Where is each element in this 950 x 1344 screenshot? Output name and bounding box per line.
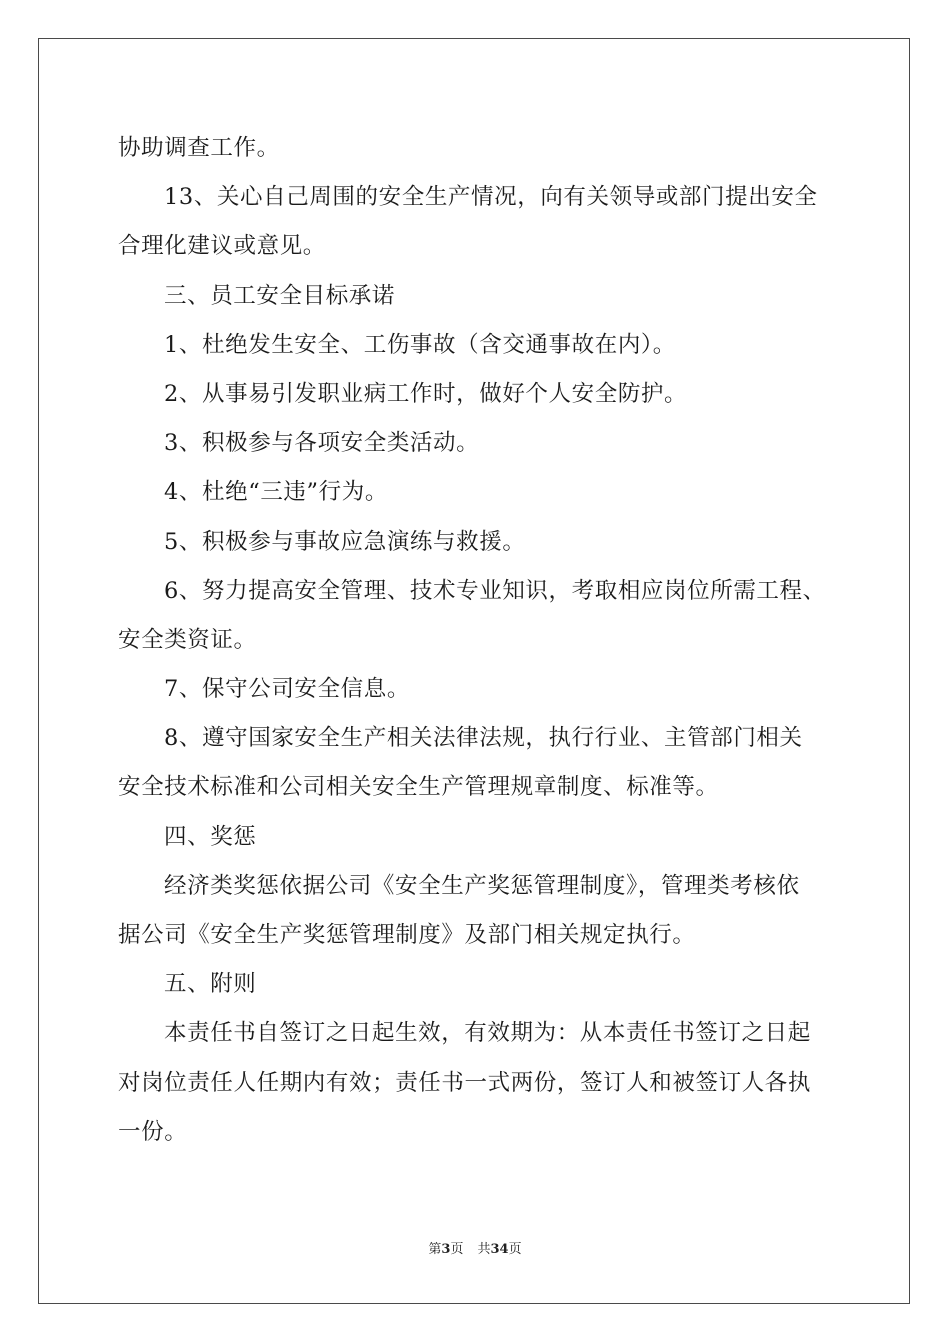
paragraph-line: 5、积极参与事故应急演练与救援。 <box>164 528 526 555</box>
section-heading: 三、员工安全目标承诺 <box>164 282 396 309</box>
page-suffix: 页 <box>450 1242 464 1257</box>
page-prefix: 第 <box>428 1242 442 1257</box>
section-heading: 四、奖惩 <box>164 823 257 850</box>
total-suffix: 页 <box>508 1242 522 1257</box>
paragraph-line: 3、积极参与各项安全类活动。 <box>164 430 480 457</box>
paragraph-line: 一份。 <box>118 1118 188 1145</box>
paragraph-line: 协助调查工作。 <box>118 135 280 161</box>
paragraph-line: 1、杜绝发生安全、工伤事故（含交通事故在内）。 <box>164 331 676 358</box>
total-prefix: 共 <box>477 1242 491 1257</box>
total-pages: 34 <box>490 1242 509 1257</box>
paragraph-line: 13、关心自己周围的安全生产情况，向有关领导或部门提出安全 <box>164 184 818 211</box>
paragraph-line: 本责任书自签订之日起生效，有效期为：从本责任书签订之日起 <box>164 1020 811 1047</box>
paragraph-line: 对岗位责任人任期内有效；责任书一式两份，签订人和被签订人各执 <box>118 1069 812 1096</box>
paragraph-line: 安全技术标准和公司相关安全生产管理规章制度、标准等。 <box>118 774 719 801</box>
paragraph-line: 2、从事易引发职业病工作时，做好个人安全防护。 <box>164 380 688 407</box>
paragraph-line: 据公司《安全生产奖惩管理制度》及部门相关规定执行。 <box>118 922 696 948</box>
page-footer <box>0 1238 950 1257</box>
paragraph-line: 8、遵守国家安全生产相关法律法规，执行行业、主管部门相关 <box>164 725 803 752</box>
page-number: 3 <box>441 1242 451 1257</box>
section-heading: 五、附则 <box>164 971 257 998</box>
paragraph-line: 4、杜绝“三违”行为。 <box>164 479 388 506</box>
paragraph-line: 安全类资证。 <box>118 626 257 653</box>
paragraph-line: 经济类奖惩依据公司《安全生产奖惩管理制度》，管理类考核依 <box>164 872 800 899</box>
paragraph-line: 6、努力提高安全管理、技术专业知识，考取相应岗位所需工程、 <box>164 577 826 604</box>
paragraph-line: 合理化建议或意见。 <box>118 233 326 260</box>
document-body <box>118 124 838 1157</box>
paragraph-line: 7、保守公司安全信息。 <box>164 676 410 703</box>
